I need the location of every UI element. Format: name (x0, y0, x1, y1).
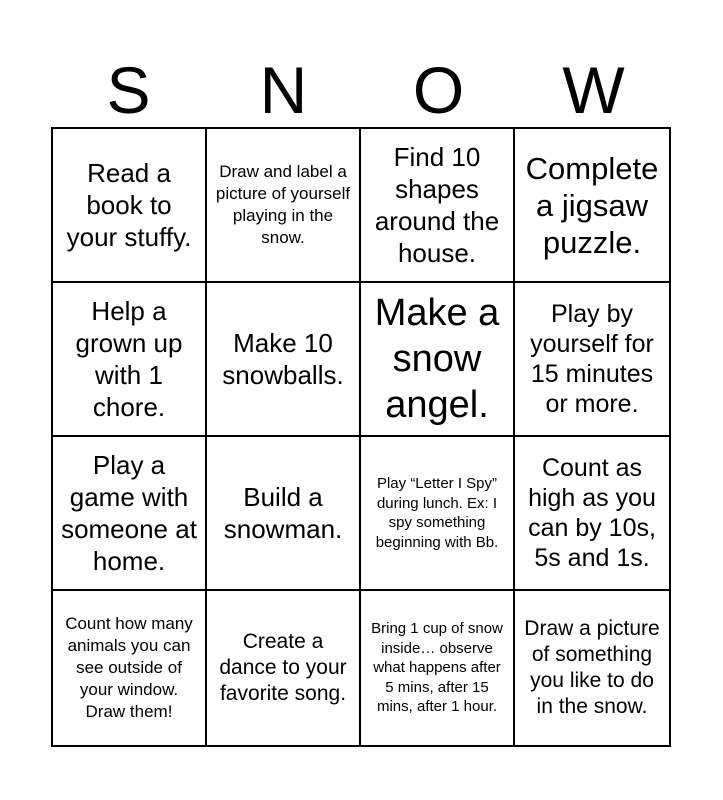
bingo-cell-r3c4[interactable] (515, 437, 669, 591)
bingo-cell-r1c1[interactable] (53, 129, 207, 283)
bingo-cell-r1c4[interactable] (515, 129, 669, 283)
header-letter-s: S (106, 53, 151, 127)
bingo-cell-r3c2[interactable] (207, 437, 361, 591)
cell-text: Complete a jigsaw puzzle. (525, 150, 659, 260)
bingo-cell-r4c2[interactable] (207, 591, 361, 745)
bingo-cell-r2c4[interactable] (515, 283, 669, 437)
bingo-cell-r4c1[interactable] (53, 591, 207, 745)
cell-text: Play “Letter I Spy” during lunch. Ex: I spy something beginning with Bb. (375, 475, 499, 551)
header-letter-o: O (412, 53, 465, 127)
bingo-cell-r3c3[interactable] (361, 437, 515, 591)
header-letter-n: N (259, 53, 308, 127)
header-letter-w: W (562, 53, 625, 127)
cell-text: Draw and label a picture of yourself playing in the snow. (215, 162, 351, 247)
bingo-cell-r4c4[interactable] (515, 591, 669, 745)
cell-text: Create a dance to your favorite song. (219, 630, 347, 705)
cell-text: Help a grown up with 1 chore. (75, 296, 183, 422)
cell-text: Make 10 snowballs. (222, 328, 344, 390)
cell-text: Read a book to your stuffy. (66, 158, 192, 252)
cell-text: Play a game with someone at home. (61, 450, 197, 576)
bingo-header (51, 52, 671, 128)
bingo-cell-r2c2[interactable] (207, 283, 361, 437)
bingo-board (51, 127, 671, 747)
cell-text: Bring 1 cup of snow inside… observe what happens after 5 mins, after 15 mins, after 1 hour. (371, 620, 503, 716)
cell-text: Find 10 shapes around the house. (374, 142, 500, 268)
bingo-cell-r4c3[interactable] (361, 591, 515, 745)
cell-text: Build a snowman. (223, 482, 343, 544)
bingo-cell-r2c1[interactable] (53, 283, 207, 437)
bingo-cell-r2c3[interactable] (361, 283, 515, 437)
cell-text: Make a snow angel. (374, 292, 500, 426)
cell-text: Play by yourself for 15 minutes or more. (530, 300, 654, 418)
bingo-cell-r1c3[interactable] (361, 129, 515, 283)
cell-text: Count how many animals you can see outside of your window. Draw them! (65, 614, 193, 721)
cell-text: Count as high as you can by 10s, 5s and 1s. (528, 454, 656, 572)
bingo-cell-r1c2[interactable] (207, 129, 361, 283)
bingo-cell-r3c1[interactable] (53, 437, 207, 591)
cell-text: Draw a picture of something you like to do in the snow. (524, 617, 660, 718)
